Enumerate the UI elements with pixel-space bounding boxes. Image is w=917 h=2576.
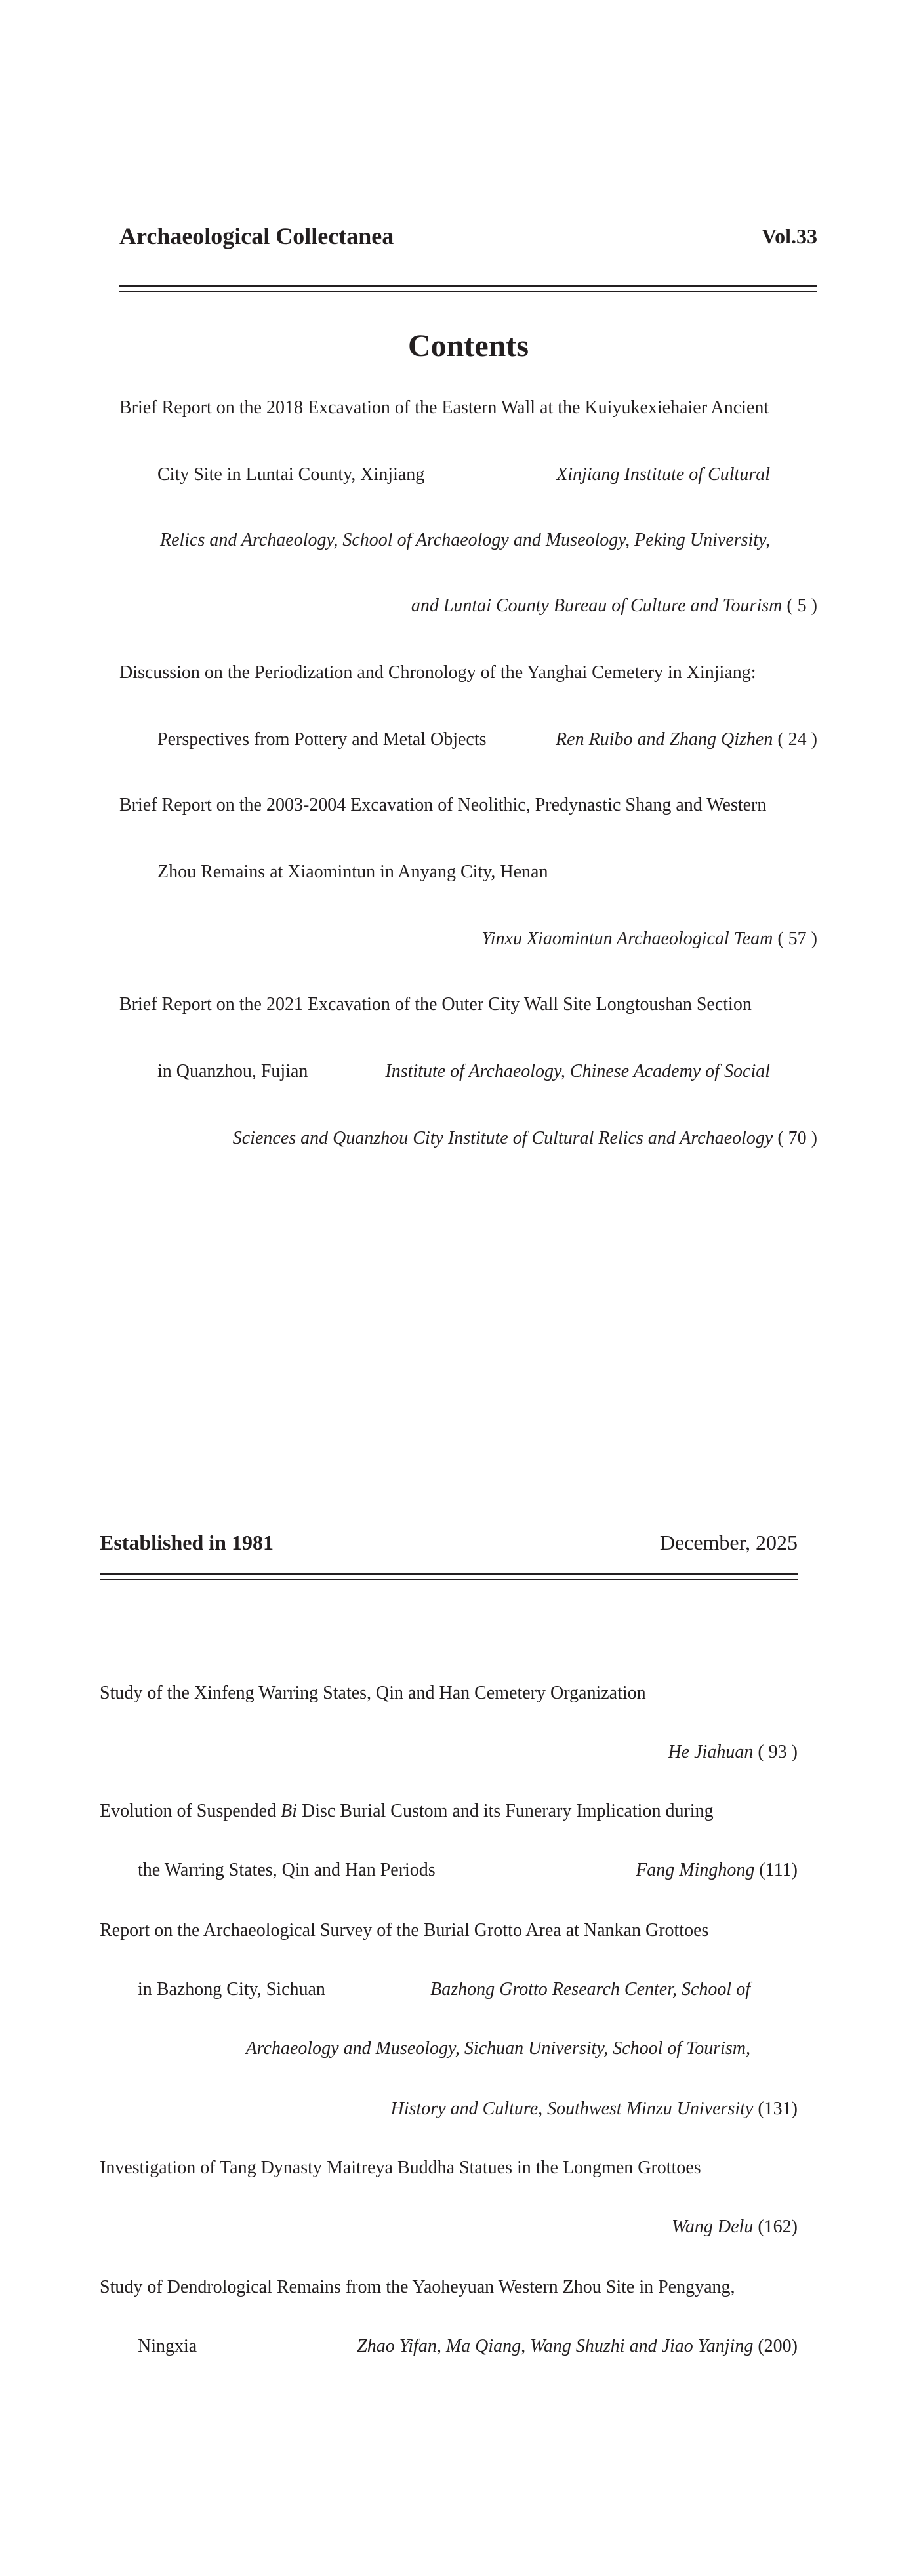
entry-title-italic: Bi	[281, 1801, 297, 1821]
entry-author: Xinjiang Institute of Cultural	[556, 464, 770, 485]
entry-author: Relics and Archaeology, School of Archaeology and Museology, Peking University,	[159, 530, 770, 550]
entry-author: Bazhong Grotto Research Center, School of	[430, 1979, 750, 2000]
entry-author: Fang Minghong	[636, 1860, 755, 1880]
entry-author: and Luntai County Bureau of Culture and Tourism	[411, 595, 783, 616]
entry-author: Sciences and Quanzhou City Institute of Cultural Relics and Archaeology	[232, 1128, 773, 1148]
entry-author: Yinxu Xiaomintun Archaeological Team	[481, 929, 773, 949]
established-year: Established in 1981	[100, 1531, 274, 1554]
entry-title-line: Discussion on the Periodization and Chronology of the Yanghai Cemetery in Xinjiang:	[119, 662, 756, 683]
journal-title: Archaeological Collectanea	[119, 223, 394, 249]
entry-title-line: Study of Dendrological Remains from the Yaoheyuan Western Zhou Site in Pengyang,	[100, 2277, 735, 2297]
entry-title-line: Brief Report on the 2021 Excavation of the Outer City Wall Site Longtoushan Section	[119, 994, 752, 1015]
entry-title-text: Disc Burial Custom and its Funerary Implication during	[296, 1801, 714, 1821]
entry-author: He Jiahuan	[668, 1742, 754, 1762]
entry-title-text: Evolution of Suspended	[100, 1801, 281, 1821]
entry-title-line: in Quanzhou, Fujian	[157, 1061, 308, 1081]
page-number: (111)	[759, 1860, 798, 1880]
page-number: ( 93 )	[758, 1742, 798, 1762]
page-number: ( 24 )	[777, 729, 817, 750]
header-rule	[119, 285, 817, 292]
entry-author-with-page	[481, 927, 817, 951]
entry-author: Ren Ruibo and Zhang Qizhen	[556, 729, 773, 750]
entry-author-with-page	[668, 1741, 798, 1764]
page-number: ( 5 )	[786, 595, 817, 616]
entry-author-with-page	[233, 1127, 817, 1150]
entry-title-line: the Warring States, Qin and Han Periods	[138, 1860, 436, 1880]
entry-author-with-page	[636, 1859, 798, 1882]
entry-author: Zhao Yifan, Ma Qiang, Wang Shuzhi and Jiao Yanjing	[357, 2336, 754, 2356]
entry-title-line: Study of the Xinfeng Warring States, Qin and Han Cemetery Organization	[100, 1683, 646, 1703]
page-number: (162)	[758, 2217, 798, 2237]
issue-date: December, 2025	[659, 1531, 798, 1554]
entry-title-line	[100, 1800, 714, 1823]
entry-title-line: City Site in Luntai County, Xinjiang	[157, 464, 425, 485]
contents-page-2	[0, 1288, 917, 2576]
entry-author-with-page	[391, 2097, 798, 2121]
entry-author-with-page	[556, 728, 817, 752]
entry-author-with-page	[357, 2335, 798, 2358]
entry-title-line: Ningxia	[138, 2336, 197, 2356]
page-number: (200)	[758, 2336, 798, 2356]
entry-author: Archaeology and Museology, Sichuan University, School of Tourism,	[245, 2038, 750, 2059]
entry-author-with-page	[411, 594, 817, 618]
entry-title-line: Brief Report on the 2018 Excavation of the Eastern Wall at the Kuiyukexiehaier Ancient	[119, 397, 769, 418]
entry-title-line: Report on the Archaeological Survey of the Burial Grotto Area at Nankan Grottoes	[100, 1920, 709, 1941]
entry-author: Wang Delu	[672, 2217, 754, 2237]
entry-title-line: Zhou Remains at Xiaomintun in Anyang City, Henan	[157, 862, 548, 882]
volume-number: Vol.33	[761, 224, 817, 248]
entry-title-line: Brief Report on the 2003-2004 Excavation of Neolithic, Predynastic Shang and Western	[119, 795, 767, 815]
entry-author: History and Culture, Southwest Minzu University	[390, 2099, 754, 2119]
entry-author-with-page	[672, 2215, 798, 2239]
page-number: ( 57 )	[777, 929, 817, 949]
entry-title-line: Perspectives from Pottery and Metal Objects	[157, 729, 487, 750]
contents-title: Contents	[407, 329, 529, 363]
entry-author: Institute of Archaeology, Chinese Academy of Social	[385, 1061, 770, 1081]
entry-title-line: Investigation of Tang Dynasty Maitreya Buddha Statues in the Longmen Grottoes	[100, 2158, 701, 2178]
entry-title-line: in Bazhong City, Sichuan	[138, 1979, 325, 2000]
page-number: ( 70 )	[777, 1128, 817, 1148]
header-rule	[100, 1573, 798, 1580]
page-number: (131)	[758, 2099, 798, 2119]
